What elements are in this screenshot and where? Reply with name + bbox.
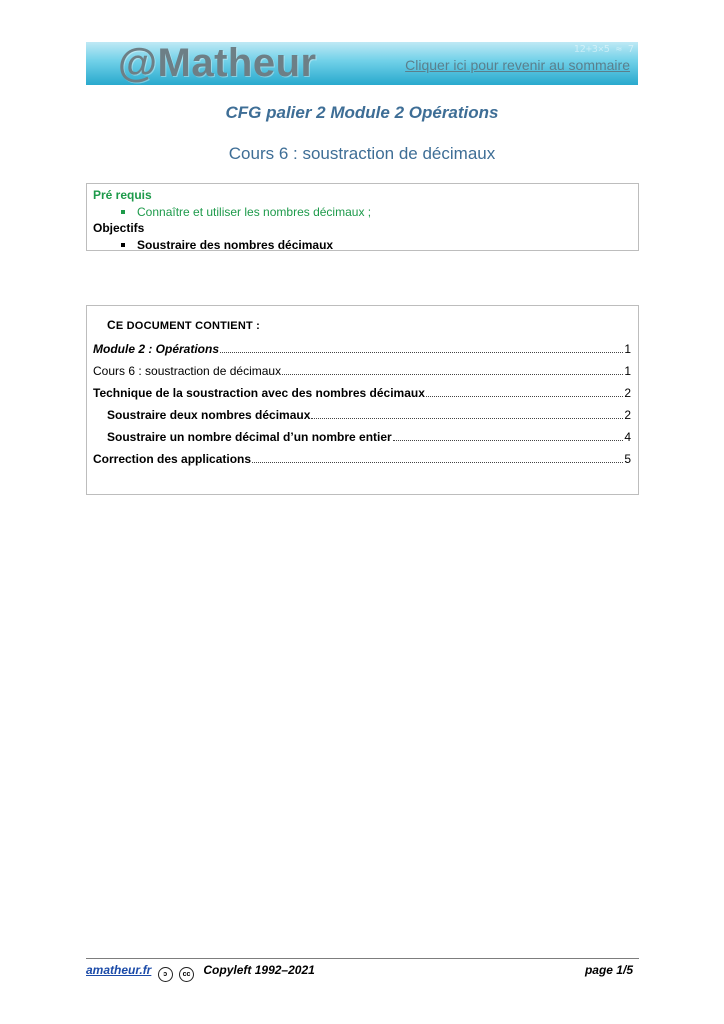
square-bullet-icon [121, 210, 125, 214]
prerequisites-label: Pré requis [93, 188, 152, 202]
page-number: page 1/5 [584, 963, 633, 977]
toc-entry-soustraire-entier[interactable]: Soustraire un nombre décimal d’un nombre entier 4 [107, 430, 631, 444]
toc-leader-dots [220, 342, 623, 353]
footer-divider [86, 958, 639, 959]
document-subtitle: Cours 6 : soustraction de décimaux [228, 144, 496, 163]
copyleft-icon: ↄ [158, 967, 173, 982]
toc-entry-module[interactable]: Module 2 : Opérations 1 [93, 342, 631, 356]
toc-leader-dots [282, 364, 623, 375]
toc-leader-dots [393, 430, 624, 441]
toc-leader-dots [311, 408, 623, 419]
toc-heading: CE DOCUMENT CONTIENT : [107, 318, 261, 332]
page-footer [86, 963, 639, 983]
banner-decoration: 12+3×5 ≈ 7 [573, 44, 634, 55]
header-banner [86, 42, 638, 85]
cc-icon: cc [179, 967, 194, 982]
site-link[interactable]: amatheur.fr [86, 963, 152, 977]
toc-leader-dots [426, 386, 623, 397]
toc-entry-technique[interactable]: Technique de la soustraction avec des nombres décimaux 2 [93, 386, 631, 400]
copyright-text: Copyleft 1992–2021 [203, 963, 315, 977]
toc-entry-cours[interactable]: Cours 6 : soustraction de décimaux 1 [93, 364, 631, 378]
objective-item: Soustraire des nombres décimaux [93, 237, 632, 253]
objectives-label: Objectifs [93, 221, 145, 235]
prerequisite-item: Connaître et utiliser les nombres décimaux ; [93, 204, 632, 220]
back-to-summary-link[interactable]: Cliquer ici pour revenir au sommaire [405, 57, 630, 73]
table-of-contents [86, 305, 639, 495]
square-bullet-icon [121, 243, 125, 247]
toc-entry-soustraire-deux[interactable]: Soustraire deux nombres décimaux 2 [107, 408, 631, 422]
toc-entry-correction[interactable]: Correction des applications 5 [93, 452, 631, 466]
toc-leader-dots [252, 452, 623, 463]
prerequisites-box [86, 183, 639, 251]
document-title: CFG palier 2 Module 2 Opérations [225, 103, 499, 122]
site-logo[interactable]: @Matheur [118, 42, 317, 85]
